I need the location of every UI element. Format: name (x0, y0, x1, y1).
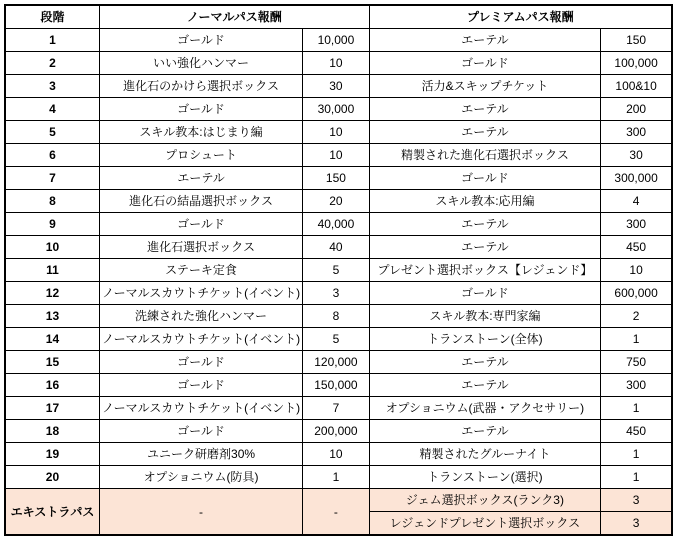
premium-item-cell: エーテル (369, 121, 601, 144)
premium-item-cell: エーテル (369, 351, 601, 374)
premium-qty-cell: 100&10 (601, 75, 672, 98)
normal-qty-cell: 10 (303, 443, 370, 466)
normal-qty-cell: 150 (303, 167, 370, 190)
normal-item-cell: いい強化ハンマー (99, 52, 302, 75)
stage-cell: 7 (5, 167, 99, 190)
normal-qty-cell: 7 (303, 397, 370, 420)
table-row (5, 443, 672, 466)
normal-item-cell: ユニーク研磨剤30% (99, 443, 302, 466)
premium-qty-cell: 450 (601, 420, 672, 443)
extra-pass-premium-qty-cell: 3 (601, 489, 672, 512)
normal-qty-cell: 10,000 (303, 29, 370, 52)
premium-qty-cell: 450 (601, 236, 672, 259)
premium-item-cell: エーテル (369, 98, 601, 121)
stage-cell: 3 (5, 75, 99, 98)
table-row (5, 420, 672, 443)
normal-item-cell: ゴールド (99, 29, 302, 52)
premium-qty-cell: 200 (601, 98, 672, 121)
normal-item-cell: 進化石のかけら選択ボックス (99, 75, 302, 98)
premium-qty-cell: 600,000 (601, 282, 672, 305)
premium-item-cell: エーテル (369, 374, 601, 397)
normal-qty-cell: 20 (303, 190, 370, 213)
normal-item-cell: ゴールド (99, 420, 302, 443)
stage-cell: 15 (5, 351, 99, 374)
normal-qty-cell: 10 (303, 121, 370, 144)
normal-item-cell: 進化石選択ボックス (99, 236, 302, 259)
stage-cell: 8 (5, 190, 99, 213)
table-row (5, 29, 672, 52)
stage-cell: 9 (5, 213, 99, 236)
normal-qty-cell: 1 (303, 466, 370, 489)
premium-item-cell: 精製された進化石選択ボックス (369, 144, 601, 167)
extra-pass-premium-qty-cell: 3 (601, 512, 672, 536)
normal-item-cell: ゴールド (99, 98, 302, 121)
header-premium-pass: プレミアムパス報酬 (369, 5, 672, 29)
normal-item-cell: スキル教本:はじまり編 (99, 121, 302, 144)
premium-qty-cell: 300 (601, 374, 672, 397)
extra-pass-row-1 (5, 489, 672, 512)
normal-qty-cell: 10 (303, 144, 370, 167)
premium-item-cell: ゴールド (369, 167, 601, 190)
normal-qty-cell: 120,000 (303, 351, 370, 374)
stage-cell: 5 (5, 121, 99, 144)
header-normal-pass: ノーマルパス報酬 (99, 5, 369, 29)
normal-qty-cell: 30,000 (303, 98, 370, 121)
normal-item-cell: 洗練された強化ハンマー (99, 305, 302, 328)
normal-qty-cell: 10 (303, 52, 370, 75)
extra-pass-premium-item-cell: ジェム選択ボックス(ランク3) (369, 489, 601, 512)
normal-qty-cell: 5 (303, 328, 370, 351)
extra-pass-normal-item-cell: - (99, 489, 302, 536)
stage-cell: 6 (5, 144, 99, 167)
premium-item-cell: エーテル (369, 236, 601, 259)
header-stage: 段階 (5, 5, 99, 29)
normal-item-cell: ステーキ定食 (99, 259, 302, 282)
premium-qty-cell: 1 (601, 328, 672, 351)
table-row (5, 305, 672, 328)
table-row (5, 144, 672, 167)
premium-item-cell: エーテル (369, 213, 601, 236)
stage-cell: 13 (5, 305, 99, 328)
premium-item-cell: 活力&スキップチケット (369, 75, 601, 98)
premium-item-cell: プレゼント選択ボックス【レジェンド】 (369, 259, 601, 282)
normal-item-cell: ノーマルスカウトチケット(イベント) (99, 282, 302, 305)
reward-table (4, 4, 673, 536)
table-row (5, 282, 672, 305)
premium-item-cell: ゴールド (369, 282, 601, 305)
premium-item-cell: スキル教本:応用編 (369, 190, 601, 213)
table-row (5, 259, 672, 282)
table-row (5, 328, 672, 351)
premium-qty-cell: 4 (601, 190, 672, 213)
normal-item-cell: ゴールド (99, 351, 302, 374)
normal-item-cell: ノーマルスカウトチケット(イベント) (99, 397, 302, 420)
normal-item-cell: 進化石の結晶選択ボックス (99, 190, 302, 213)
premium-item-cell: オプショニウム(武器・アクセサリー) (369, 397, 601, 420)
table-row (5, 121, 672, 144)
stage-cell: 18 (5, 420, 99, 443)
premium-qty-cell: 300,000 (601, 167, 672, 190)
premium-item-cell: トランストーン(選択) (369, 466, 601, 489)
premium-qty-cell: 300 (601, 121, 672, 144)
premium-qty-cell: 300 (601, 213, 672, 236)
premium-item-cell: スキル教本:専門家編 (369, 305, 601, 328)
normal-qty-cell: 30 (303, 75, 370, 98)
table-row (5, 374, 672, 397)
normal-item-cell: ゴールド (99, 374, 302, 397)
normal-item-cell: エーテル (99, 167, 302, 190)
normal-item-cell: プロシュート (99, 144, 302, 167)
table-row (5, 236, 672, 259)
stage-cell: 1 (5, 29, 99, 52)
normal-item-cell: ノーマルスカウトチケット(イベント) (99, 328, 302, 351)
reward-table-body (5, 29, 672, 536)
normal-qty-cell: 40 (303, 236, 370, 259)
table-row (5, 52, 672, 75)
table-row (5, 98, 672, 121)
table-row (5, 351, 672, 374)
table-row (5, 190, 672, 213)
premium-item-cell: エーテル (369, 420, 601, 443)
extra-pass-normal-qty-cell: - (303, 489, 370, 536)
premium-qty-cell: 10 (601, 259, 672, 282)
stage-cell: 10 (5, 236, 99, 259)
stage-cell: 17 (5, 397, 99, 420)
table-row (5, 397, 672, 420)
premium-qty-cell: 2 (601, 305, 672, 328)
table-row (5, 167, 672, 190)
normal-qty-cell: 5 (303, 259, 370, 282)
stage-cell: 2 (5, 52, 99, 75)
premium-qty-cell: 100,000 (601, 52, 672, 75)
stage-cell: 19 (5, 443, 99, 466)
premium-qty-cell: 150 (601, 29, 672, 52)
table-row (5, 213, 672, 236)
stage-cell: 11 (5, 259, 99, 282)
stage-cell: 14 (5, 328, 99, 351)
premium-qty-cell: 750 (601, 351, 672, 374)
normal-item-cell: ゴールド (99, 213, 302, 236)
extra-pass-premium-item-cell: レジェンドプレゼント選択ボックス (369, 512, 601, 536)
normal-item-cell: オプショニウム(防具) (99, 466, 302, 489)
extra-pass-stage-cell: エキストラパス (5, 489, 99, 536)
stage-cell: 4 (5, 98, 99, 121)
premium-item-cell: 精製されたグルーナイト (369, 443, 601, 466)
normal-qty-cell: 40,000 (303, 213, 370, 236)
normal-qty-cell: 200,000 (303, 420, 370, 443)
premium-item-cell: エーテル (369, 29, 601, 52)
premium-qty-cell: 1 (601, 397, 672, 420)
premium-qty-cell: 1 (601, 466, 672, 489)
premium-qty-cell: 30 (601, 144, 672, 167)
stage-cell: 16 (5, 374, 99, 397)
stage-cell: 12 (5, 282, 99, 305)
premium-qty-cell: 1 (601, 443, 672, 466)
normal-qty-cell: 150,000 (303, 374, 370, 397)
table-row (5, 466, 672, 489)
table-row (5, 75, 672, 98)
premium-item-cell: ゴールド (369, 52, 601, 75)
header-row (5, 5, 672, 29)
normal-qty-cell: 3 (303, 282, 370, 305)
normal-qty-cell: 8 (303, 305, 370, 328)
stage-cell: 20 (5, 466, 99, 489)
premium-item-cell: トランストーン(全体) (369, 328, 601, 351)
